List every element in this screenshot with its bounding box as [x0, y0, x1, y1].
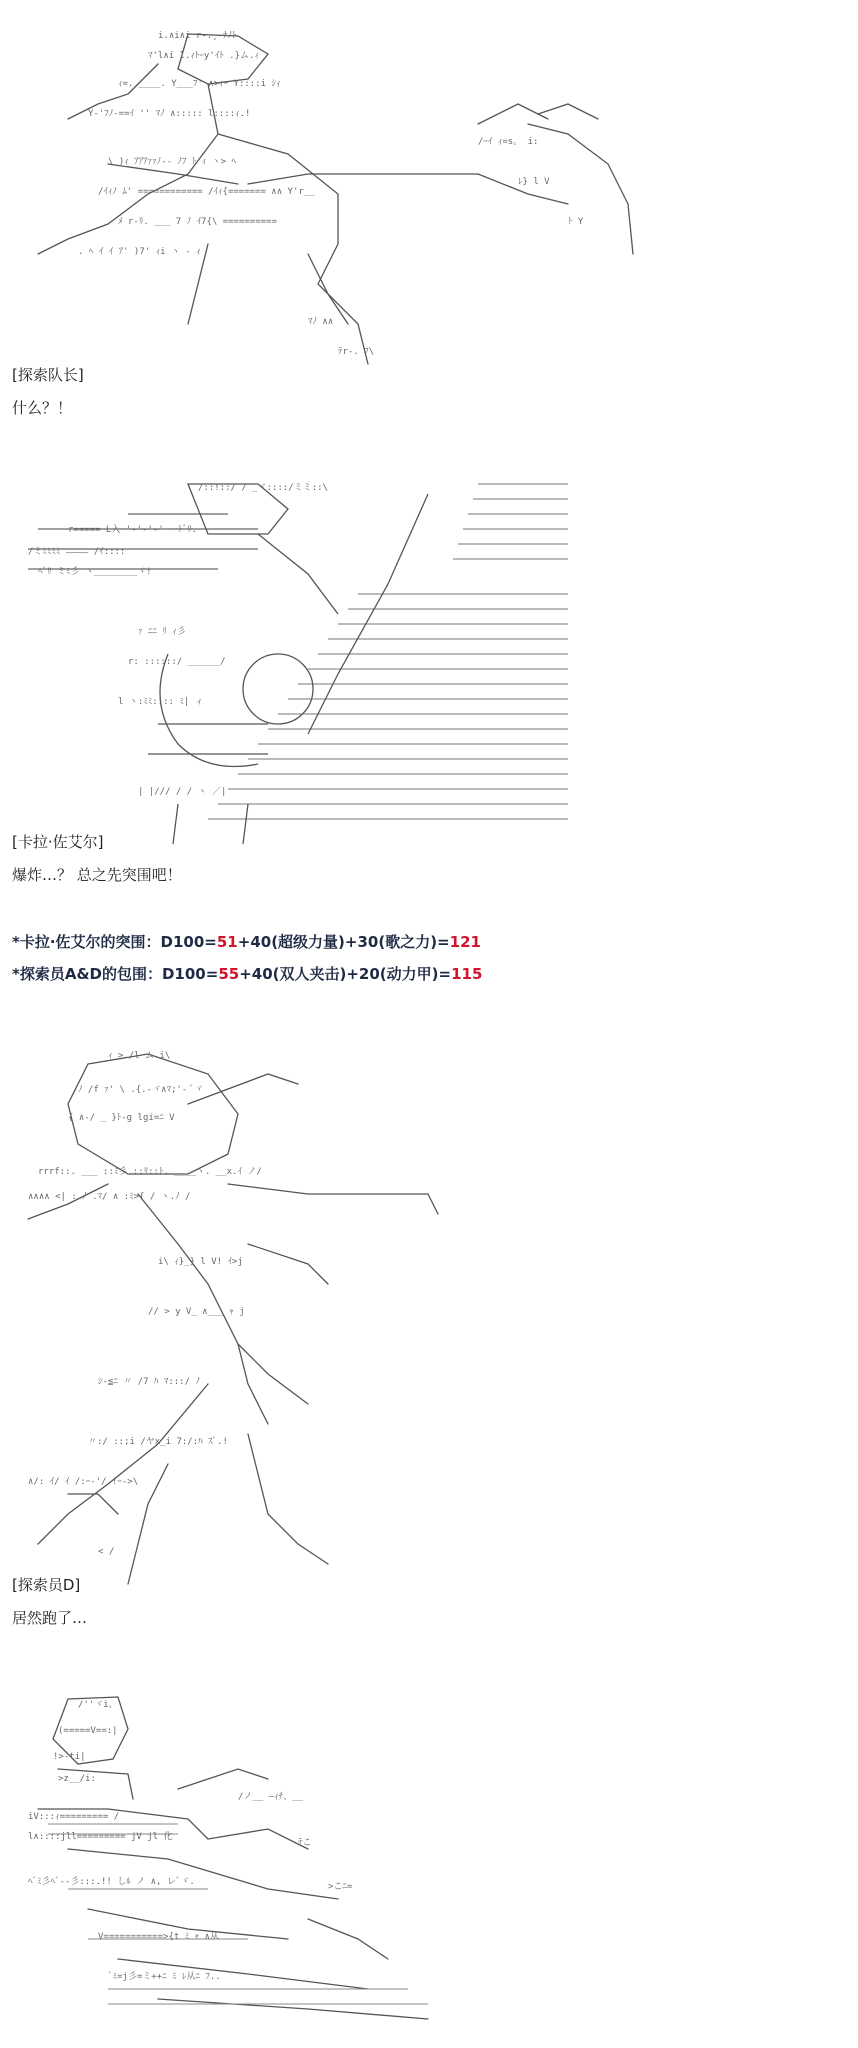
svg-text:< /: < / — [98, 1547, 115, 1557]
dice-roll-line — [12, 964, 482, 984]
svg-text:ﾚ} l V: ﾚ} l V — [518, 177, 550, 187]
svg-text:!>-ti|: !>-ti| — [53, 1752, 86, 1762]
svg-text:// > y V_ ∧___ ｬ j: // > y V_ ∧___ ｬ j — [148, 1307, 245, 1317]
svg-text:{ ∧-/ _ }ﾄ-g lgi=ﾆ V: { ∧-/ _ }ﾄ-g lgi=ﾆ V — [68, 1113, 175, 1123]
dialogue-line: 居然跑了… — [12, 1609, 88, 1627]
roll-prefix: *探索员A&D的包围：D100= — [12, 965, 219, 983]
svg-text:/ｲｨﾉ ﾑ' ============ /ｲｨ{=====: /ｲｨﾉ ﾑ' ============ /ｲｨ{======= ∧∧ Y'r__ — [98, 187, 315, 197]
roll-total: 121 — [449, 933, 481, 951]
svg-text:/''ヾi、: /''ヾi、 — [78, 1700, 118, 1710]
speaker-label: [卡拉·佐艾尔] — [12, 833, 104, 851]
roll-modifiers: +40(超级力量)+30(歌之力)= — [237, 933, 450, 951]
svg-text:ﾉ /f ｧ' \ .{.-ヾ∧ﾏ;'‐ ﾞヾ: ﾉ /f ｧ' \ .{.-ヾ∧ﾏ;'‐ ﾞヾ — [78, 1085, 203, 1095]
ascii-art-running-drawing — [8, 1689, 468, 2024]
svg-text:V===========>{t ﾐ ｬ ∧从: V===========>{t ﾐ ｬ ∧从 — [98, 1932, 219, 1942]
svg-text:ﾒ r-ﾘ. ___ 7 ﾉ ｲ7{\ ==========: ﾒ r-ﾘ. ___ 7 ﾉ ｲ7{\ ========== — [118, 217, 277, 227]
svg-text:ﾃr-. ﾌ\: ﾃr-. ﾌ\ — [338, 347, 375, 357]
svg-text:rrrf::. ___ ::ﾐ彡 ::ﾘ::ﾄ. ____: rrrf::. ___ ::ﾐ彡 ::ﾘ::ﾄ. ____ヽ. __x.ｲ ノ/ — [38, 1167, 262, 1177]
svg-text:∧/: ｲ/ ｲ /:ｰ-'/ !ｰ->\: ∧/: ｲ/ ｲ /:ｰ-'/ !ｰ->\ — [28, 1477, 139, 1487]
svg-text:∧∧∧∧ <| :.ﾉ .ﾏ/ ∧ :ﾐ>{ / ヽ.ﾉ: ∧∧∧∧ <| :.ﾉ .ﾏ/ ∧ :ﾐ>{ / ヽ.ﾉ / — [28, 1192, 191, 1202]
speaker-label: [探索队长] — [12, 366, 84, 384]
ascii-art-explosion-drawing — [8, 474, 588, 854]
svg-text:ﾏ'l∧i l.ｨﾄｰy'ｲﾄ .}ム.ｨ: ﾏ'l∧i l.ｨﾄｰy'ｲﾄ .}ム.ｨ — [148, 51, 259, 61]
svg-text:>z__/i:: >z__/i: — [58, 1774, 96, 1784]
roll-dice-value: 51 — [216, 933, 238, 951]
svg-text:r: ::::::/ ______/: r: ::::::/ ______/ — [128, 657, 226, 667]
svg-text:ｨ > /l ム i\: ｨ > /l ム i\ — [108, 1051, 171, 1061]
ascii-art-battle-scene — [8, 0, 648, 357]
speaker-label: [探索员D] — [12, 1576, 81, 1594]
dialogue-line: 什么？！ — [12, 399, 73, 417]
roll-prefix: *卡拉·佐艾尔的突围：D100= — [12, 933, 217, 951]
dice-roll-line — [12, 932, 481, 952]
svg-text:ﾃこ: ﾃこ — [298, 1838, 312, 1848]
ascii-art-running-figure — [8, 1665, 468, 2000]
roll-dice-value: 55 — [218, 965, 240, 983]
ascii-art-battle-drawing — [8, 24, 648, 374]
svg-text:ﾍﾞﾐ彡ﾍﾞ--彡:::.!! しﾙ ノ ∧, レﾞヾ: ﾍﾞﾐ彡ﾍﾞ--彡:::.!! しﾙ ノ ∧, レﾞヾ. — [28, 1877, 195, 1887]
svg-text:i.∧i∧i r-.¸-ﾅﾉﾄ: i.∧i∧i r-.¸-ﾅﾉﾄ — [158, 31, 237, 41]
svg-text:ﾄ Y: ﾄ Y — [568, 217, 584, 227]
svg-text:ｼ-≦ﾆ 〃 /7 ﾊ ﾏ:::/ ﾉ: ｼ-≦ﾆ 〃 /7 ﾊ ﾏ:::/ ﾉ — [98, 1377, 200, 1387]
ascii-art-soldier-drawing — [8, 1044, 468, 1594]
svg-text:ﾍﾞﾘ ミﾐ彡 ヽ________ヾ!: ﾍﾞﾘ ミﾐ彡 ヽ________ヾ! — [38, 567, 152, 577]
ascii-art-soldier — [8, 1020, 468, 1570]
svg-text:ﾏﾉ ∧∧: ﾏﾉ ∧∧ — [308, 317, 334, 327]
svg-text:ﾞﾐ=j彡=ミ++ﾆ ﾐ ﾚ从ﾆ ﾌ..: ﾞﾐ=j彡=ミ++ﾆ ﾐ ﾚ从ﾆ ﾌ.. — [108, 1972, 221, 1982]
roll-modifiers: +40(双人夹击)+20(动力甲)= — [239, 965, 452, 983]
svg-text:/::!::/ / _ヾ::::/ミミ::\: /::!::/ / _ヾ::::/ミミ::\ — [198, 483, 328, 493]
svg-text:〃:/ ::;i /ヤx_i 7:/:ﾊ ｽﾞ.!: 〃:/ ::;i /ヤx_i 7:/:ﾊ ｽﾞ.! — [88, 1437, 228, 1447]
dialogue-line: 爆炸…？ 总之先突围吧！ — [12, 866, 182, 884]
svg-text:/ミﾐﾐﾐﾐ ﾆﾆﾆﾆﾆ /ｲ::::: /ミﾐﾐﾐﾐ ﾆﾆﾆﾆﾆ /ｲ:::: — [28, 547, 126, 557]
roll-total: 115 — [451, 965, 483, 983]
svg-text:iV:::ｨ========= /: iV:::ｨ========= / — [28, 1812, 120, 1822]
svg-text:r===== L入 '-'-'-' ーﾄﾞﾘ.: r===== L入 '-'-'-' ーﾄﾞﾘ. — [68, 525, 198, 535]
svg-text:>こﾆ=: >こﾆ= — [328, 1882, 353, 1892]
svg-text:ｨ=. ____. Y___ﾌ' ∧>ｨｰ Y::::i: ｨ=. ____. Y___ﾌ' ∧>ｨｰ Y::::i ｼｨ — [118, 79, 281, 89]
svg-text:/ｰｲ ｨ=s。 i:: /ｰｲ ｨ=s。 i: — [478, 137, 539, 147]
ascii-art-explosion-scene — [8, 450, 588, 830]
svg-text:| |/// / / ヽ ／|: | |/// / / ヽ ／| — [138, 787, 227, 797]
svg-text:. ﾍ ｲ ｲ ｱ' )7' ｨi ヽ ‐ ｨ: . ﾍ ｲ ｲ ｱ' )7' ｨi ヽ ‐ ｨ — [78, 247, 201, 257]
svg-text:l ヽ:ﾐﾐ:::: ﾐ| ィ: l ヽ:ﾐﾐ:::: ﾐ| ィ — [118, 697, 204, 707]
svg-text:i\ ｨ}_} l V! ｲ>j: i\ ｨ}_} l V! ｲ>j — [158, 1257, 243, 1267]
svg-text:(=====V==:|: (=====V==:| — [58, 1726, 118, 1736]
svg-text:\ )ｨ ｱｱｱｧｧﾉ-- ﾉﾌ ﾄ ｨ ヽ> ﾍ: \ )ｨ ｱｱｱｧｧﾉ-- ﾉﾌ ﾄ ｨ ヽ> ﾍ — [108, 157, 237, 167]
svg-text:ｧ ﾆﾆ ﾘ ｨ彡: ｧ ﾆﾆ ﾘ ｨ彡 — [138, 627, 186, 637]
svg-text:Y-'ﾌﾉ-==ｲ '' ﾏﾉ ∧::::: l::::: Y-'ﾌﾉ-==ｲ '' ﾏﾉ ∧::::: l::::ｨ.! — [88, 109, 251, 119]
svg-text:l∧::::jll========= jV jl 化: l∧::::jll========= jV jl 化 — [28, 1832, 173, 1842]
svg-text:/ノ__ ―ｨﾁ、__: /ノ__ ―ｨﾁ、__ — [238, 1792, 303, 1802]
